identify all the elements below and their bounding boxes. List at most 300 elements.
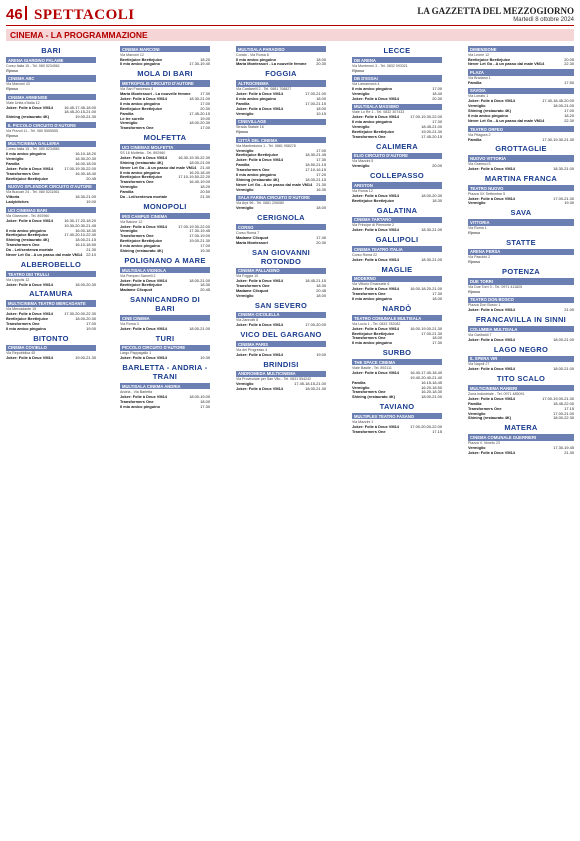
film-title: Joker: Folie à Deux VM14 — [468, 366, 515, 372]
cinema-name: PICCOLO CIRCUITO D'AUTORE — [120, 345, 210, 351]
show-times: 17.00 — [432, 86, 442, 92]
film-title: Joker: Folie à Deux VM14 — [6, 166, 53, 172]
film-title: Joker: Folie à Deux VM14 — [120, 95, 167, 101]
film-title: Il mio amico pinguino — [120, 169, 160, 175]
cinema-address: Via Pizzoli 11 - Tel. 080 5555555 — [6, 128, 58, 133]
show-times: 19.00-21.30 — [189, 238, 210, 244]
show-times: 17.00-20.00-22.00 — [410, 423, 442, 429]
show-times: 17.30-20.00-22.30 — [64, 311, 96, 317]
cinema-name: CINEMA ABC — [6, 75, 96, 81]
show-times: 19.30 — [564, 200, 574, 206]
film-title: Transformers One — [6, 170, 40, 176]
film-title: Il mio amico pinguino — [468, 113, 508, 119]
film-title: Il mio amico pinguino — [352, 119, 392, 125]
film-title: Never Let Go - A un passo dal male VM14 — [236, 181, 313, 187]
film-title: Beetlejuice Beetlejuice — [120, 105, 163, 111]
city-heading: TAVIANO — [379, 402, 415, 412]
show-note: Riposo — [468, 288, 481, 294]
film-title: Vittoria — [6, 194, 20, 200]
cinema-address: Zona Industriale - Tel. 0971 485091 — [468, 391, 525, 396]
film-title: Never Let Go - A un passo dal male VM14 — [6, 252, 83, 258]
cinema-name: MULTISALA MASSIMO — [352, 104, 442, 110]
listing-column-4 — [352, 44, 442, 832]
show-row — [352, 341, 442, 346]
page-number: 46 — [6, 6, 27, 23]
show-row — [236, 206, 326, 211]
show-note: Riposo — [468, 259, 481, 265]
film-title: Madame Clicquot — [236, 234, 269, 240]
film-title: Beetlejuice Beetlejuice — [468, 56, 511, 62]
city-heading: SURBO — [382, 348, 412, 358]
show-times: 18.00 — [432, 296, 442, 302]
film-title: Madame Clicquot — [120, 287, 153, 293]
show-times: 20.30 — [316, 239, 326, 245]
film-title: Joker: Folie à Deux VM14 — [468, 166, 515, 172]
film-title: Beetlejuice Beetlejuice — [6, 175, 49, 181]
show-times: 17.00 — [200, 125, 210, 131]
show-times: 18.00 — [200, 398, 210, 404]
cinema-name: TEATRO COMUNALE MULTISALA — [352, 315, 442, 321]
city-heading: BARI — [41, 46, 61, 55]
film-title: Vermiglio — [236, 292, 254, 298]
show-times: 17.30 — [432, 119, 442, 125]
cinema-address: Corato - Via Roma 8 — [236, 52, 269, 57]
show-row — [468, 451, 574, 456]
cinema-address: Via Roma 3 — [120, 321, 139, 326]
city-heading: SAVA — [510, 208, 532, 218]
show-times: 16.20-18.30 — [421, 389, 442, 395]
listing-column-3 — [236, 44, 326, 832]
cinema-address: Via Mazzini 1 — [352, 419, 374, 424]
cinema-name: ARENA GIARDINO PALAME — [6, 57, 96, 63]
film-title: Shining (restaurato 4K) — [468, 108, 512, 114]
show-row — [468, 119, 574, 124]
cinema-name: ARENA PERSA — [468, 249, 574, 255]
film-title: Vermiglio — [236, 110, 254, 116]
show-row — [120, 405, 210, 410]
film-title: Do - Lei/sentenza mortale — [6, 247, 54, 253]
show-times: 17.45-20.15 — [421, 133, 442, 139]
city-heading: MARTINA FRANCA — [484, 173, 558, 183]
film-title: Familia — [468, 136, 482, 142]
film-title: Vermiglio — [468, 200, 486, 206]
cinema-address: Piazza V. Veneto 23 — [468, 440, 501, 445]
film-title: Transformers One — [6, 320, 40, 326]
show-times: 18.30-21.45 — [305, 152, 326, 158]
show-times: 17.30-19.45 — [553, 444, 574, 450]
film-title: Vermiglio — [352, 163, 370, 169]
cinema-address: Via Mercadante 15 — [6, 307, 37, 312]
film-title: Do - Lei/sentenza mortale — [120, 194, 168, 200]
film-title: Il mio amico pinguino — [120, 403, 160, 409]
show-row — [468, 416, 574, 421]
cinema-name: MULTIPLEX TEATRO FASANO — [352, 413, 442, 419]
film-title: Maria Montessori — [236, 239, 268, 245]
show-times: 21.30 — [200, 194, 210, 200]
show-times: 17.30-19.40 — [189, 61, 210, 67]
cinema-name: SALA FARINA CIRCUITO D'AUTORE — [236, 195, 326, 201]
film-title: Vermiglio — [236, 147, 254, 153]
show-times: 19.00-21.30 — [75, 114, 96, 120]
film-title: Joker: Folie à Deux VM14 — [352, 192, 399, 198]
show-times: 16.30 — [316, 186, 326, 192]
show-row — [6, 253, 96, 258]
show-row — [468, 201, 574, 206]
film-title: Le tre sorelle — [120, 115, 145, 121]
show-row — [120, 327, 210, 332]
cinema-name: TEATRO NUOVO — [468, 185, 574, 191]
film-title: Vermiglio — [120, 184, 138, 190]
cinema-address: Via Cardarelli 2 - Tel. 0881 708827 — [236, 86, 292, 91]
show-row — [6, 283, 96, 288]
film-title: Transformers One — [352, 428, 386, 434]
show-row — [120, 288, 210, 293]
film-title: Joker: Folie à Deux VM14 — [352, 286, 399, 292]
show-times: 17.00-21.00 — [305, 90, 326, 96]
show-row — [468, 308, 574, 313]
cinema-address: Corso Roma 7 — [236, 230, 260, 235]
cinema-address: Corso Italia 15 - Tel. 080 5234561 — [6, 147, 60, 152]
cinema-name: CINEMA MARCONI — [120, 46, 210, 52]
show-times: 16.30-19.30-22.30 — [178, 154, 210, 160]
show-times: 18.45-21.15 — [305, 278, 326, 284]
show-times: 17.10-19.50-22.20 — [178, 174, 210, 180]
show-times: 19.15 — [316, 110, 326, 116]
film-title: Familia — [6, 161, 20, 167]
cinema-name: THE SPACE CINEMA — [352, 359, 442, 365]
film-title: Joker: Folie à Deux VM14 — [120, 355, 167, 361]
show-row — [468, 167, 574, 172]
film-title: Il mio amico pinguino — [352, 86, 392, 92]
show-times: 18.00 — [316, 105, 326, 111]
city-heading: ALBEROBELLO — [20, 259, 82, 269]
show-note: Riposo — [352, 67, 365, 73]
show-row — [236, 62, 326, 67]
cinema-address: Corso Roma 22 — [352, 252, 378, 257]
show-times: 17.00 — [200, 243, 210, 249]
city-heading: FRANCAVILLA IN SINNI — [475, 315, 567, 325]
film-title: Never Let Go - A un passo dal male VM14 — [468, 118, 545, 124]
city-heading: GROTTAGLIE — [495, 144, 547, 154]
film-title: Il mio amico pinguino — [120, 243, 160, 249]
film-title: Vermiglio — [468, 444, 486, 450]
show-times: 19.00 — [86, 199, 96, 205]
film-title: Joker: Folie à Deux VM14 — [468, 98, 515, 104]
show-times: 18.30 — [200, 282, 210, 288]
show-times: 18.00-21.00 — [553, 103, 574, 109]
show-times: 19.00 — [200, 115, 210, 121]
listing-column-5 — [468, 44, 574, 832]
city-heading: SANNICANDRO DI BARI — [129, 295, 201, 314]
show-times: 18.00-21.00 — [553, 366, 574, 372]
show-times: 17.00 — [86, 320, 96, 326]
film-title: Familia — [468, 79, 482, 85]
show-times: 16.40-17.40-18.40 — [410, 369, 442, 375]
show-times: 18.30-21.00 — [421, 227, 442, 233]
show-times: 16.00-18.20-21.00 — [410, 286, 442, 292]
cinema-name: MULTICINEMA TEATRO MERCADANTE — [6, 300, 96, 306]
listing-column-2 — [120, 44, 210, 832]
cinema-address: Via del Progresso 4 — [236, 347, 268, 352]
film-title: Vermiglio — [120, 120, 138, 126]
film-title: Joker: Folie à Deux VM14 — [352, 423, 399, 429]
cinema-name: NUOVO VITTORIA — [468, 155, 574, 161]
film-title: Familia — [236, 162, 250, 168]
cinema-name: UCI CINEMAS BARI — [6, 207, 96, 213]
show-times: 18.00-21.30 — [305, 386, 326, 392]
city-heading: STATTE — [506, 237, 536, 247]
film-title: Never Let Go - A un passo dal male VM14 — [120, 164, 197, 170]
show-times: 18.20 — [200, 184, 210, 190]
cinema-address: Via Roma 1 — [468, 225, 487, 230]
film-title: Joker: Folie à Deux VM14 — [6, 281, 53, 287]
show-times: 18.45-21.00 — [421, 124, 442, 130]
film-title: Beetlejuice Beetlejuice — [352, 197, 395, 203]
show-times: 18.00-21.00 — [553, 336, 574, 342]
film-title: Transformers One — [120, 179, 154, 185]
film-title: Joker: Folie à Deux VM14 — [236, 351, 283, 357]
show-times: 17.00-19.30-22.00 — [64, 166, 96, 172]
show-times: 18.00-19.00 — [189, 393, 210, 399]
show-row — [352, 135, 442, 140]
cinema-name: CINEMA CICOLELLA — [236, 312, 326, 318]
show-row — [236, 323, 326, 328]
cinema-address: Andria - Via Barletta — [120, 389, 153, 394]
cinema-address: Via San Francesco 4 — [120, 86, 154, 91]
show-row — [6, 356, 96, 361]
show-row — [120, 356, 210, 361]
show-row — [120, 126, 210, 131]
show-times: 19.30-20.30-21.45 — [64, 222, 96, 228]
show-times: 18.30-21.00 — [75, 194, 96, 200]
film-title: Transformers One — [236, 283, 270, 289]
show-times: 16.15-18.45 — [421, 379, 442, 385]
show-times: 18.00 — [432, 335, 442, 341]
film-title: Shining (restaurato 4K) — [120, 159, 164, 165]
show-times: 18.20 — [564, 113, 574, 119]
film-title: Familia — [120, 110, 134, 116]
city-heading: MAGLIE — [381, 264, 413, 274]
film-title: Transformers One — [352, 291, 386, 297]
cinema-address: Via Napoli 27 — [468, 362, 490, 367]
film-title: Joker: Folie à Deux VM14 — [352, 369, 399, 375]
cinema-name: ANDROMEDA MULTICINEMA — [236, 371, 326, 377]
show-times: 17.00-19.30-22.00 — [410, 114, 442, 120]
film-title: Il mio amico pinguino — [236, 95, 276, 101]
film-title: Transformers One — [120, 398, 154, 404]
show-times: 16.30-18.40 — [75, 170, 96, 176]
show-row — [236, 241, 326, 246]
film-title: Joker: Folie à Deux VM14 — [236, 322, 283, 328]
film-title: Joker: Folie à Deux VM14 — [120, 154, 167, 160]
show-times: 16.10-18.50 — [75, 242, 96, 248]
film-title: Joker: Folie à Deux VM14 — [6, 355, 53, 361]
show-times: 17.30 — [432, 340, 442, 346]
film-title: Joker: Folie à Deux VM14 — [352, 227, 399, 233]
show-row — [236, 112, 326, 117]
cinema-name: MULTICINEMA GALLERIA — [6, 141, 96, 147]
show-times: 20.45 — [86, 175, 96, 181]
show-times: 16.00-19.00-21.30 — [410, 325, 442, 331]
city-heading: POLIGNANO A MARE — [124, 255, 206, 265]
show-times: 18.00-20.30 — [421, 192, 442, 198]
cinema-address: Via Gramsci 5 — [468, 162, 491, 167]
show-row — [236, 294, 326, 299]
cinema-name: CITTÀ DEL CINEMA — [236, 137, 326, 143]
film-title: Beetlejuice Beetlejuice — [120, 238, 163, 244]
film-title: Il mio amico pinguino — [6, 151, 46, 157]
film-title: Joker: Folie à Deux VM14 — [120, 393, 167, 399]
show-times: 16.10-18.20 — [75, 151, 96, 157]
film-title: Il mio amico pinguino — [236, 56, 276, 62]
cinema-address: Via Arpi 96 - Tel. 0881 206080 — [236, 201, 285, 206]
show-note: Riposo — [6, 67, 19, 73]
show-times: 17.00-21.30 — [421, 330, 442, 336]
city-heading: POTENZA — [502, 267, 540, 277]
cinema-address: Corso Italia 15 - Tel. 080 5234561 — [6, 63, 60, 68]
cinema-address: Via Garibaldi 7 — [468, 332, 492, 337]
cinema-name: NUOVO SPLENDOR CIRCUITO D'AUTORE — [6, 184, 96, 190]
cinema-address: Via Zannotti 8 — [236, 318, 259, 323]
show-times: 18.00-21.00 — [421, 394, 442, 400]
section-title: SPETTACOLI — [34, 7, 135, 23]
show-times: 18.30 — [316, 283, 326, 289]
cinema-name: CINEMA ARMENISE — [6, 94, 96, 100]
city-heading: NARDÒ — [382, 304, 412, 314]
film-title: Joker: Folie à Deux VM14 — [468, 307, 515, 313]
film-title: Il mio amico pinguino — [236, 172, 276, 178]
city-heading: MOLA DI BARI — [137, 69, 193, 79]
show-note: Riposo — [6, 86, 19, 92]
film-title: Vermiglio — [236, 186, 254, 192]
film-title: Madame Clicquot — [236, 287, 269, 293]
film-title: Transformers One — [352, 389, 386, 395]
city-heading: BRINDISI — [263, 359, 299, 369]
show-row — [352, 228, 442, 233]
show-note: Riposo — [236, 129, 249, 135]
cinema-address: Via Marconi 12 — [120, 52, 144, 57]
show-times: 18.30-21.00 — [553, 166, 574, 172]
show-times: 17.30 — [200, 90, 210, 96]
cinema-name: DUE TORRI — [468, 278, 574, 284]
show-times: 17.30 — [432, 291, 442, 297]
show-row — [352, 258, 442, 263]
show-times: 18.00-20.30 — [75, 315, 96, 321]
film-title: Beetlejuice Beetlejuice — [120, 174, 163, 180]
show-times: 21.40 — [200, 164, 210, 170]
cinema-address: Via Monteroni 3 - Tel. 0832 093321 — [352, 63, 408, 68]
cinema-address: Via Due Torri 3 - Tel. 0971 411825 — [468, 284, 523, 289]
cinema-name: DB ARENA — [352, 57, 442, 63]
film-title: Beetlejuice Beetlejuice — [352, 129, 395, 135]
cinema-address: Via Lamarmora 4 — [352, 82, 380, 87]
show-times: 18.00 — [316, 56, 326, 62]
cinema-address: Via Lonato 1 — [468, 94, 489, 99]
film-title: Beetlejuice Beetlejuice — [6, 232, 49, 238]
film-title: Transformers One — [352, 133, 386, 139]
cinema-address: Via Giannone - Tel. 892960 — [6, 213, 50, 218]
cinema-address: Viale Unità d'Italia 12 — [6, 100, 40, 105]
show-times: 18.30-21.00 — [189, 95, 210, 101]
show-times: 21.30 — [86, 247, 96, 253]
cinema-address: Via Leone 12 — [468, 52, 490, 57]
show-times: 18.30-20.30 — [75, 156, 96, 162]
film-title: Beetlejuice Beetlejuice — [6, 315, 49, 321]
city-heading: MATERA — [504, 423, 538, 433]
show-times: 18.00-22.30 — [553, 415, 574, 421]
cinema-name: CORSO — [236, 224, 326, 230]
film-title: Joker: Folie à Deux VM14 — [352, 256, 399, 262]
show-times: 20.00 — [432, 163, 442, 169]
cinema-address: Largo Pappagallo 1 — [120, 351, 152, 356]
show-times: 18.00-21.15 — [75, 237, 96, 243]
show-times: 17.45-20.15 — [189, 110, 210, 116]
cinema-name: CINEMA PARIS — [236, 341, 326, 347]
cinema-address: Via Foggia 10 — [236, 274, 259, 279]
cinema-address: Piazza XX Settembre 5 — [468, 191, 506, 196]
film-title: Shining (restaurato 4K) — [6, 114, 50, 120]
show-times: 19.30 — [200, 355, 210, 361]
film-title: Il mio amico pinguino — [6, 227, 46, 233]
show-times: 18.00-21.00 — [189, 277, 210, 283]
show-row — [6, 177, 96, 182]
city-heading: VICO DEL GARGANO — [240, 330, 322, 340]
show-row — [120, 249, 210, 254]
show-times: 22.10 — [86, 252, 96, 258]
film-title: Ladybitches — [6, 199, 29, 205]
film-title: Joker: Folie à Deux VM14 — [352, 114, 399, 120]
cinema-address: Via Pompeo Sarnelli 2 — [120, 273, 156, 278]
show-times: 18.00-21.15 — [305, 177, 326, 182]
film-title: Familia — [352, 379, 366, 385]
show-times: 17.00-20.00 — [305, 322, 326, 328]
show-times: 18.00-21.00 — [189, 159, 210, 165]
cinema-address: Via Principe di Piemonte 2 — [352, 223, 395, 228]
cinema-name: MODERNO — [352, 276, 442, 282]
cinema-address: Via Bradano 1 — [468, 75, 491, 80]
show-times: 19.00-21.30 — [75, 355, 96, 361]
film-title: Vermiglio — [236, 381, 254, 387]
film-title: Transformers One — [352, 335, 386, 341]
cinema-name: IL SPERA VIR — [468, 356, 574, 362]
show-times: 17.00 — [564, 108, 574, 114]
cinema-name: SAVOIA — [468, 88, 574, 94]
film-title: Shining (restaurato 4K) — [6, 237, 50, 243]
city-heading: BARLETTA - ANDRIA - TRANI — [122, 363, 208, 382]
film-title: Joker: Folie à Deux VM14 — [468, 195, 515, 201]
listing-column-1 — [6, 44, 96, 832]
show-times: 18.00-21.00 — [189, 325, 210, 331]
show-row — [468, 81, 574, 86]
show-times: 17.30 — [316, 157, 326, 163]
film-title: Vermiglio — [352, 90, 370, 96]
show-times: 19.00 — [316, 351, 326, 357]
show-times: 17.15 — [564, 405, 574, 411]
cinema-name: MULTISALA CINEMA ANDRIA — [120, 383, 210, 389]
cinema-name: CINEMA TEATRO ITALIA — [352, 246, 442, 252]
show-note: Riposo — [468, 229, 481, 235]
show-times: 17.40 — [316, 234, 326, 240]
cinema-name: ARISTON — [352, 182, 442, 188]
page-header — [6, 4, 574, 26]
city-heading: ALTAMURA — [29, 289, 73, 299]
show-times: 18.30-21.00 — [421, 256, 442, 262]
show-times: 18.30 — [432, 197, 442, 203]
film-title: Joker: Folie à Deux VM14 — [236, 278, 283, 284]
show-times: 18.45-22.00 — [553, 400, 574, 406]
city-heading: CERIGNOLA — [257, 213, 305, 223]
cinema-name: TEATRO DON BOSCO — [468, 297, 574, 303]
